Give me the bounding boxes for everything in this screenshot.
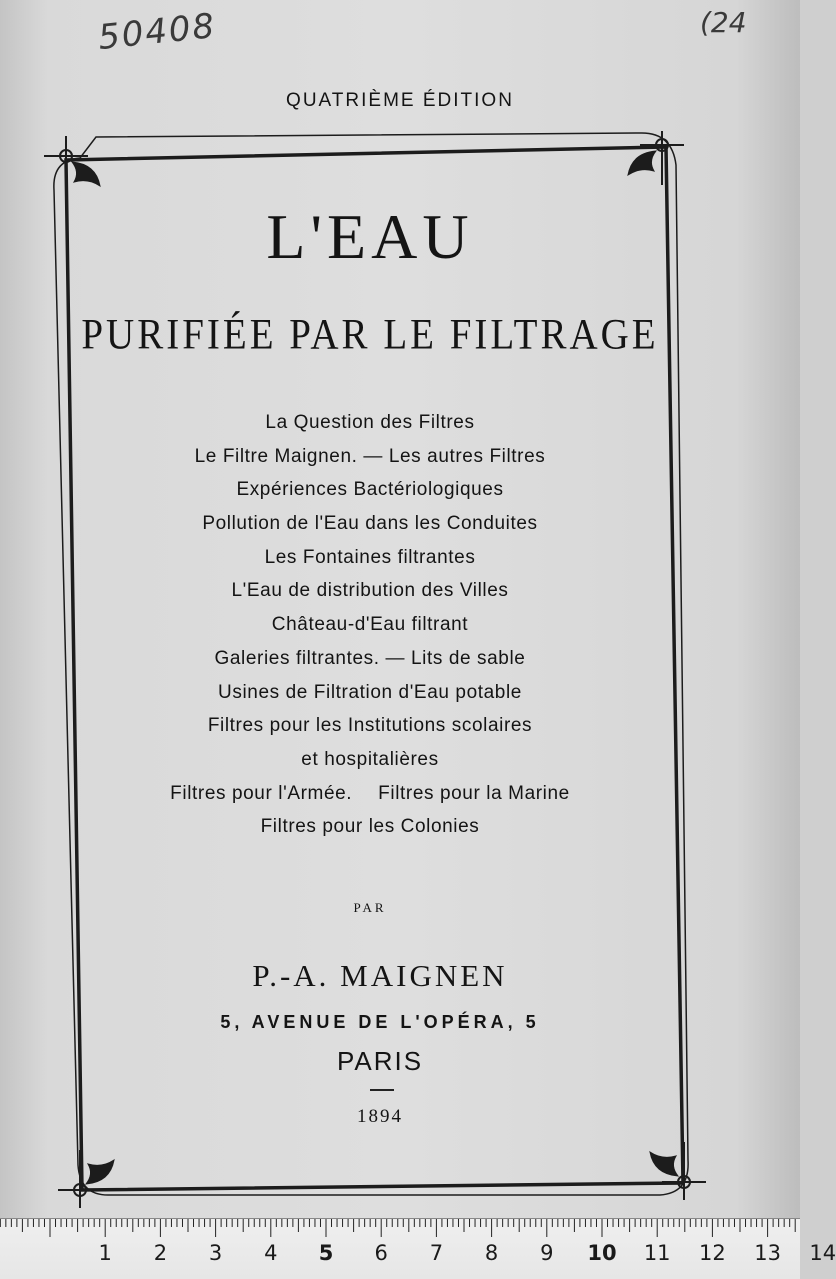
book-title: L'EAU bbox=[266, 201, 474, 272]
handwritten-inventory-number: 50408 bbox=[96, 5, 218, 59]
topic-item: Pollution de l'Eau dans les Conduites bbox=[202, 513, 538, 535]
ruler-number: 1 bbox=[98, 1241, 112, 1265]
ruler-number: 3 bbox=[208, 1241, 223, 1265]
topic-item: Galeries filtrantes. — Lits de sable bbox=[214, 647, 526, 669]
ruler-number: 11 bbox=[643, 1241, 671, 1265]
edition-label: QUATRIÈME ÉDITION bbox=[286, 90, 514, 111]
topic-item: Château-d'Eau filtrant bbox=[271, 614, 469, 636]
measuring-ruler bbox=[0, 1218, 836, 1279]
topic-item: L'Eau de distribution des Villes bbox=[231, 580, 509, 602]
byline: PAR bbox=[353, 900, 387, 915]
ruler-number: 13 bbox=[754, 1241, 781, 1265]
ruler-number: 10 bbox=[587, 1241, 617, 1265]
ruler-number: 9 bbox=[540, 1241, 554, 1265]
ruler-number: 8 bbox=[484, 1241, 499, 1265]
topics-list bbox=[0, 406, 740, 844]
ruler-number: 12 bbox=[699, 1241, 726, 1265]
ruler-number: 4 bbox=[264, 1241, 278, 1265]
ruler-number: 14 bbox=[809, 1241, 836, 1265]
topic-item: et hospitalières bbox=[301, 748, 439, 770]
ruler-number: 5 bbox=[318, 1241, 334, 1265]
publisher-city: PARIS bbox=[336, 1046, 424, 1076]
topic-item: Les Fontaines filtrantes bbox=[264, 546, 476, 568]
ruler-number: 6 bbox=[374, 1241, 388, 1265]
handwritten-corner-mark: (24 bbox=[700, 6, 747, 39]
topic-item: La Question des Filtres bbox=[265, 412, 475, 433]
ruler-number: 2 bbox=[153, 1241, 168, 1265]
topic-item: Usines de Filtration d'Eau potable bbox=[218, 681, 522, 703]
ruler-number: 7 bbox=[429, 1241, 444, 1265]
publisher-address: 5, AVENUE DE L'OPÉRA, 5 bbox=[220, 1012, 540, 1032]
author-name: P.-A. MAIGNEN bbox=[252, 958, 508, 993]
book-subtitle: PURIFIÉE PAR LE FILTRAGE bbox=[81, 310, 659, 359]
topic-item-pair bbox=[0, 777, 740, 811]
ruler-ticks bbox=[0, 1219, 800, 1241]
topic-item: Expériences Bactériologiques bbox=[236, 479, 504, 501]
topic-item: Le Filtre Maignen. — Les autres Filtres bbox=[194, 445, 546, 467]
topic-item-army: Filtres pour l'Armée. bbox=[170, 782, 353, 804]
topic-item: Filtres pour les Colonies bbox=[260, 816, 480, 838]
separator-rule bbox=[370, 1089, 394, 1091]
topic-item-navy: Filtres pour la Marine bbox=[378, 782, 570, 804]
publication-year: 1894 bbox=[357, 1106, 403, 1127]
topic-item: Filtres pour les Institutions scolaires bbox=[207, 715, 533, 737]
